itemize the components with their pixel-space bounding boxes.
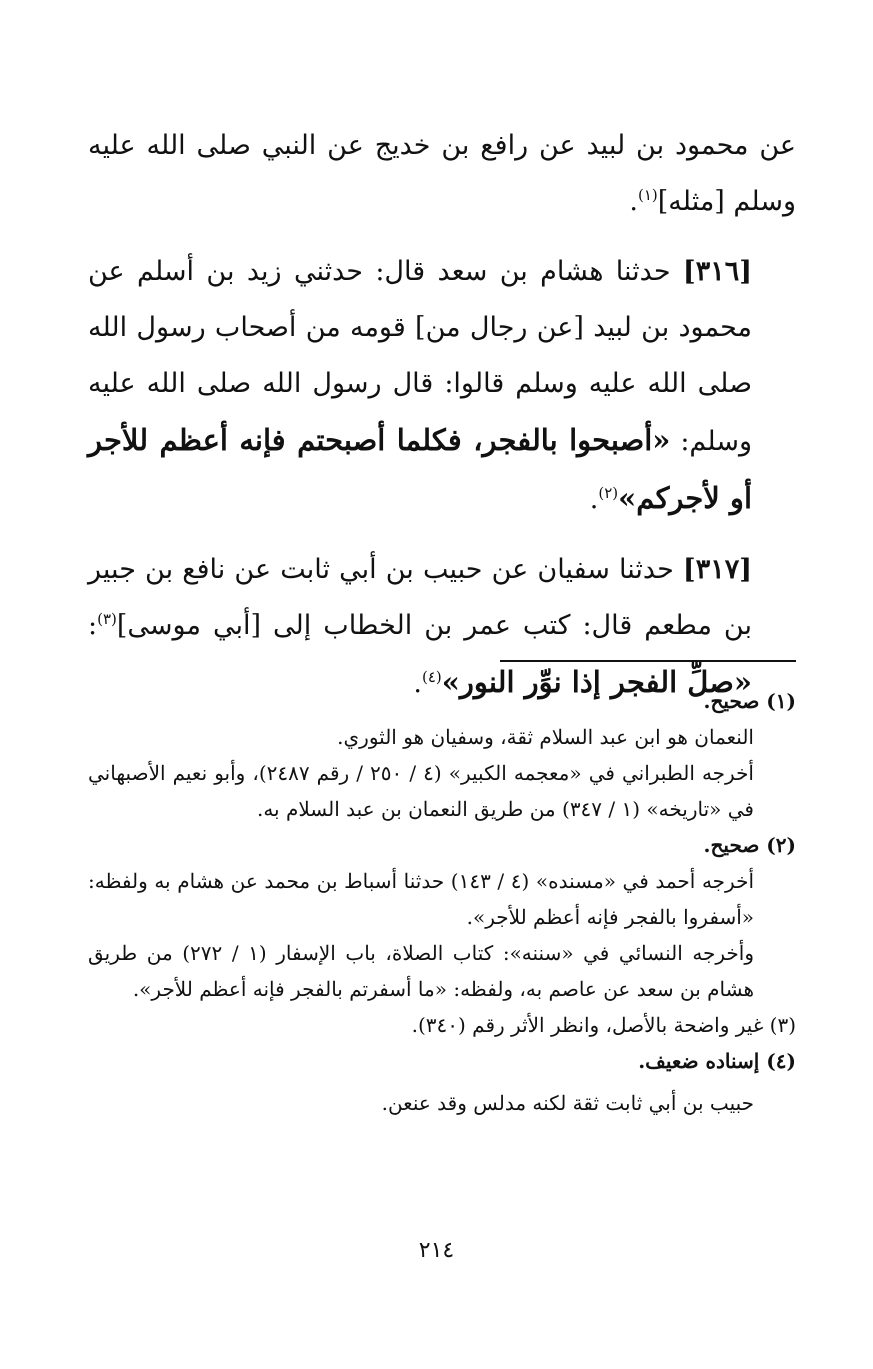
footnote-2-line: أخرجه أحمد في «مسنده» (٤ / ١٤٣) حدثنا أسباط بن محمد عن هشام به ولفظه: «أسفروا بالفجر فإنه أعظم للأجر». <box>88 869 754 929</box>
footnote-2-heading: (٢) صحيح. <box>703 833 796 857</box>
hadith-316-quote: «أصبحوا بالفجر، فكلما أصبحتم فإنه أعظم للأجر أو لأجركم» <box>88 423 752 515</box>
footnote-ref-1: (١) <box>637 186 658 204</box>
hadith-317-chain: حدثنا سفيان عن حبيب بن أبي ثابت عن نافع بن جبير بن مطعم قال: كتب عمر بن الخطاب إلى [أبي موسى] <box>88 554 752 641</box>
footnote-1-line: أخرجه الطبراني في «معجمه الكبير» (٤ / ٢٥٠ / رقم ٢٤٨٧)، وأبو نعيم الأصبهاني في «تاريخه» (١ / ٣٤٧) من طريق النعمان بن عبد السلام به. <box>88 761 754 821</box>
hadith-316: [٣١٦] حدثنا هشام بن سعد قال: حدثني زيد بن أسلم عن محمود بن لبيد [عن رجال من] قومه من أصحاب رسول الله صلى الله عليه وسلم قالوا: قال رسول الله صلى الله عليه وسلم: «أصبحوا بالفجر، فكلما أصبحتم فإنه أعظم للأجر أو لأجركم»$^{(٢)}$. <box>88 256 752 515</box>
hadith-317-quote: «صلِّ الفجر إذا نوِّر النور» <box>441 665 752 699</box>
footnote-ref-3: (٣) <box>97 610 117 628</box>
footnotes <box>88 683 796 1121</box>
footnote-separator <box>500 660 796 662</box>
footnote-4-heading: (٤) إسناده ضعيف. <box>638 1049 796 1073</box>
paragraph-continuation: عن محمود بن لبيد عن رافع بن خديج عن النبي صلى الله عليه وسلم [مثله]$^{(١)}$. <box>88 130 796 217</box>
footnote-4-line: حبيب بن أبي ثابت ثقة لكنه مدلس وقد عنعن. <box>381 1091 754 1115</box>
footnote-2-line: وأخرجه النسائي في «سننه»: كتاب الصلاة، باب الإسفار (١ / ٢٧٢) من طريق هشام بن سعد عن عاصم به، ولفظه: «ما أسفرتم بالفجر فإنه أعظم للأجر». <box>88 941 755 1001</box>
main-text <box>88 118 796 712</box>
hadith-317: [٣١٧] حدثنا سفيان عن حبيب بن أبي ثابت عن نافع بن جبير بن مطعم قال: كتب عمر بن الخطاب إلى [أبي موسى]$^{(٣)}$: «صلِّ الفجر إذا نوِّر النور»$^{(٤)}$. <box>88 554 752 699</box>
page-number: ٢١٤ <box>418 1238 455 1263</box>
bracket-text: [مثله] <box>657 186 725 217</box>
footnote-ref-2: (٢) <box>598 484 619 502</box>
footnote-1-line: النعمان هو ابن عبد السلام ثقة، وسفيان هو الثوري. <box>337 725 754 749</box>
footnote-1-heading: (١) صحيح. <box>703 689 796 713</box>
footnote-ref-4: (٤) <box>421 668 442 686</box>
hadith-316-chain: حدثنا هشام بن سعد قال: حدثني زيد بن أسلم عن محمود بن لبيد [عن رجال من] قومه من أصحاب رسول الله صلى الله عليه وسلم قالوا: قال رسول الله صلى الله عليه وسلم: <box>88 256 752 457</box>
hadith-number-317: [٣١٧] <box>682 554 752 585</box>
hadith-number-316: [٣١٦] <box>682 256 752 287</box>
footnote-3: (٣) غير واضحة بالأصل، وانظر الأثر رقم (٣٤٠). <box>411 1013 796 1037</box>
